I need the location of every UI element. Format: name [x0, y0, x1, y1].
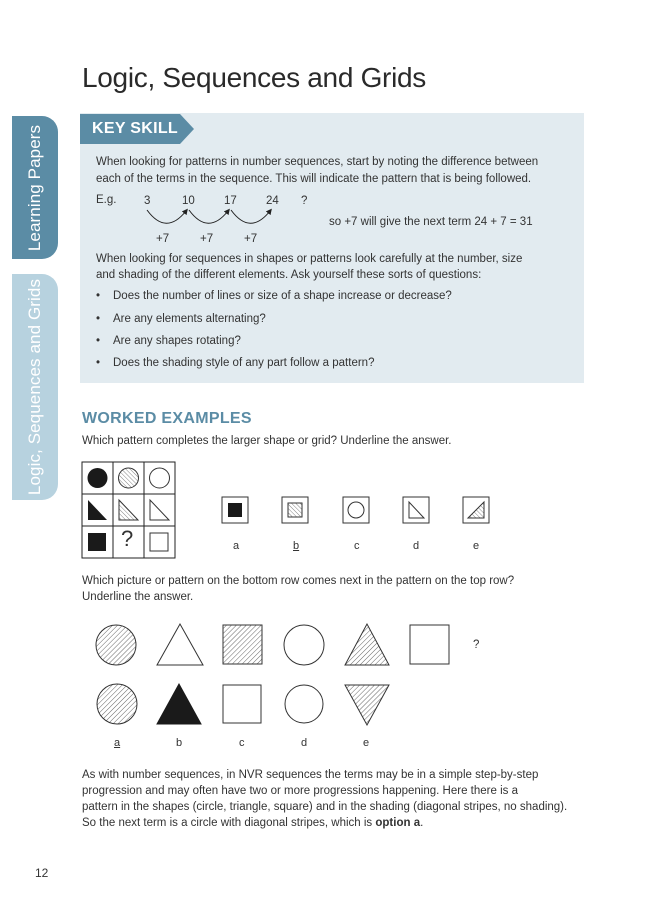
explanation-line2: progression and may often have two or more progressions happening. Here there is a — [82, 785, 518, 797]
q2-option-e-label[interactable]: e — [363, 737, 370, 749]
difference-label: +7 — [244, 233, 258, 245]
q2-option-b-label[interactable]: b — [176, 737, 183, 749]
q1-instruction: Which pattern completes the larger shape or grid? Underline the answer. — [82, 435, 452, 447]
difference-label: +7 — [156, 233, 170, 245]
key-skill-bullet: • Does the number of lines or size of a shape increase or decrease? — [96, 290, 452, 302]
key-skill-bullet: • Does the shading style of any part follow a pattern? — [96, 357, 375, 369]
q1-option-e-label[interactable]: e — [473, 540, 480, 552]
q1-option-d-label[interactable]: d — [413, 540, 420, 552]
q1-option-a-label[interactable]: a — [233, 540, 240, 552]
key-skill-label: KEY SKILL — [80, 114, 180, 144]
answer-emphasis: option a — [375, 817, 421, 829]
eg-label: E.g. — [96, 194, 117, 206]
explanation-line3: pattern in the shapes (circle, triangle, square) and in the shading (diagonal stripes, no shading). — [82, 801, 568, 813]
sequence-term: 3 — [144, 195, 151, 207]
page-number: 12 — [35, 866, 49, 880]
q2-top-square-white — [410, 625, 449, 664]
key-skill-para2-line1: When looking for sequences in shapes or patterns look carefully at the number, size — [96, 253, 523, 265]
q1-grid-question-mark: ? — [121, 526, 134, 551]
q2-top-circle-hatched — [96, 625, 136, 665]
explanation-line4: So the next term is a circle with diagonal stripes, which is option a. — [82, 817, 424, 829]
q2-option-a-shape — [97, 684, 137, 724]
next-term-note: so +7 will give the next term 24 + 7 = 31 — [329, 216, 533, 228]
q2-instruction-line1: Which picture or pattern on the bottom row comes next in the pattern on the top row? — [82, 575, 515, 587]
difference-label: +7 — [200, 233, 214, 245]
sequence-term: ? — [301, 195, 308, 207]
q2-option-c-label[interactable]: c — [239, 737, 245, 749]
q1-option-c-label[interactable]: c — [354, 540, 360, 552]
page-title: Logic, Sequences and Grids — [82, 62, 426, 93]
side-tab-label: Logic, Sequences and Grids — [25, 278, 44, 496]
q2-top-triangle-white — [157, 624, 203, 665]
q2-question-mark: ? — [473, 639, 480, 651]
key-skill-bullet: • Are any shapes rotating? — [96, 335, 241, 347]
key-skill-para1-line1: When looking for patterns in number sequences, start by noting the difference between — [96, 156, 539, 168]
side-tab-label: Learning Papers — [25, 124, 45, 251]
sequence-term: 24 — [266, 195, 279, 207]
q2-option-d-label[interactable]: d — [301, 737, 308, 749]
worked-examples-heading: WORKED EXAMPLES — [82, 410, 252, 427]
sequence-term: 17 — [224, 195, 237, 207]
q2-option-b-shape — [157, 684, 201, 724]
q2-top-circle-white — [284, 625, 324, 665]
q2-top-triangle-hatched — [345, 624, 389, 665]
explanation-line1: As with number sequences, in NVR sequences the terms may be in a simple step-by-step — [82, 769, 539, 781]
q2-option-a-label[interactable]: a — [114, 737, 121, 749]
key-skill-para1-line2: each of the terms in the sequence. This will indicate the pattern that is being followed. — [96, 173, 532, 185]
q2-instruction-line2: Underline the answer. — [82, 591, 194, 603]
key-skill-para2-line2: and shading of the different elements. Ask yourself these sorts of questions: — [96, 269, 482, 281]
q2-option-c-shape — [223, 685, 261, 723]
q2-top-square-hatched — [223, 625, 262, 664]
key-skill-bullet: • Are any elements alternating? — [96, 313, 266, 325]
q1-option-b-label[interactable]: b — [293, 540, 300, 552]
q2-option-e-shape — [345, 685, 389, 725]
sequence-term: 10 — [182, 195, 195, 207]
q2-option-d-shape — [285, 685, 323, 723]
